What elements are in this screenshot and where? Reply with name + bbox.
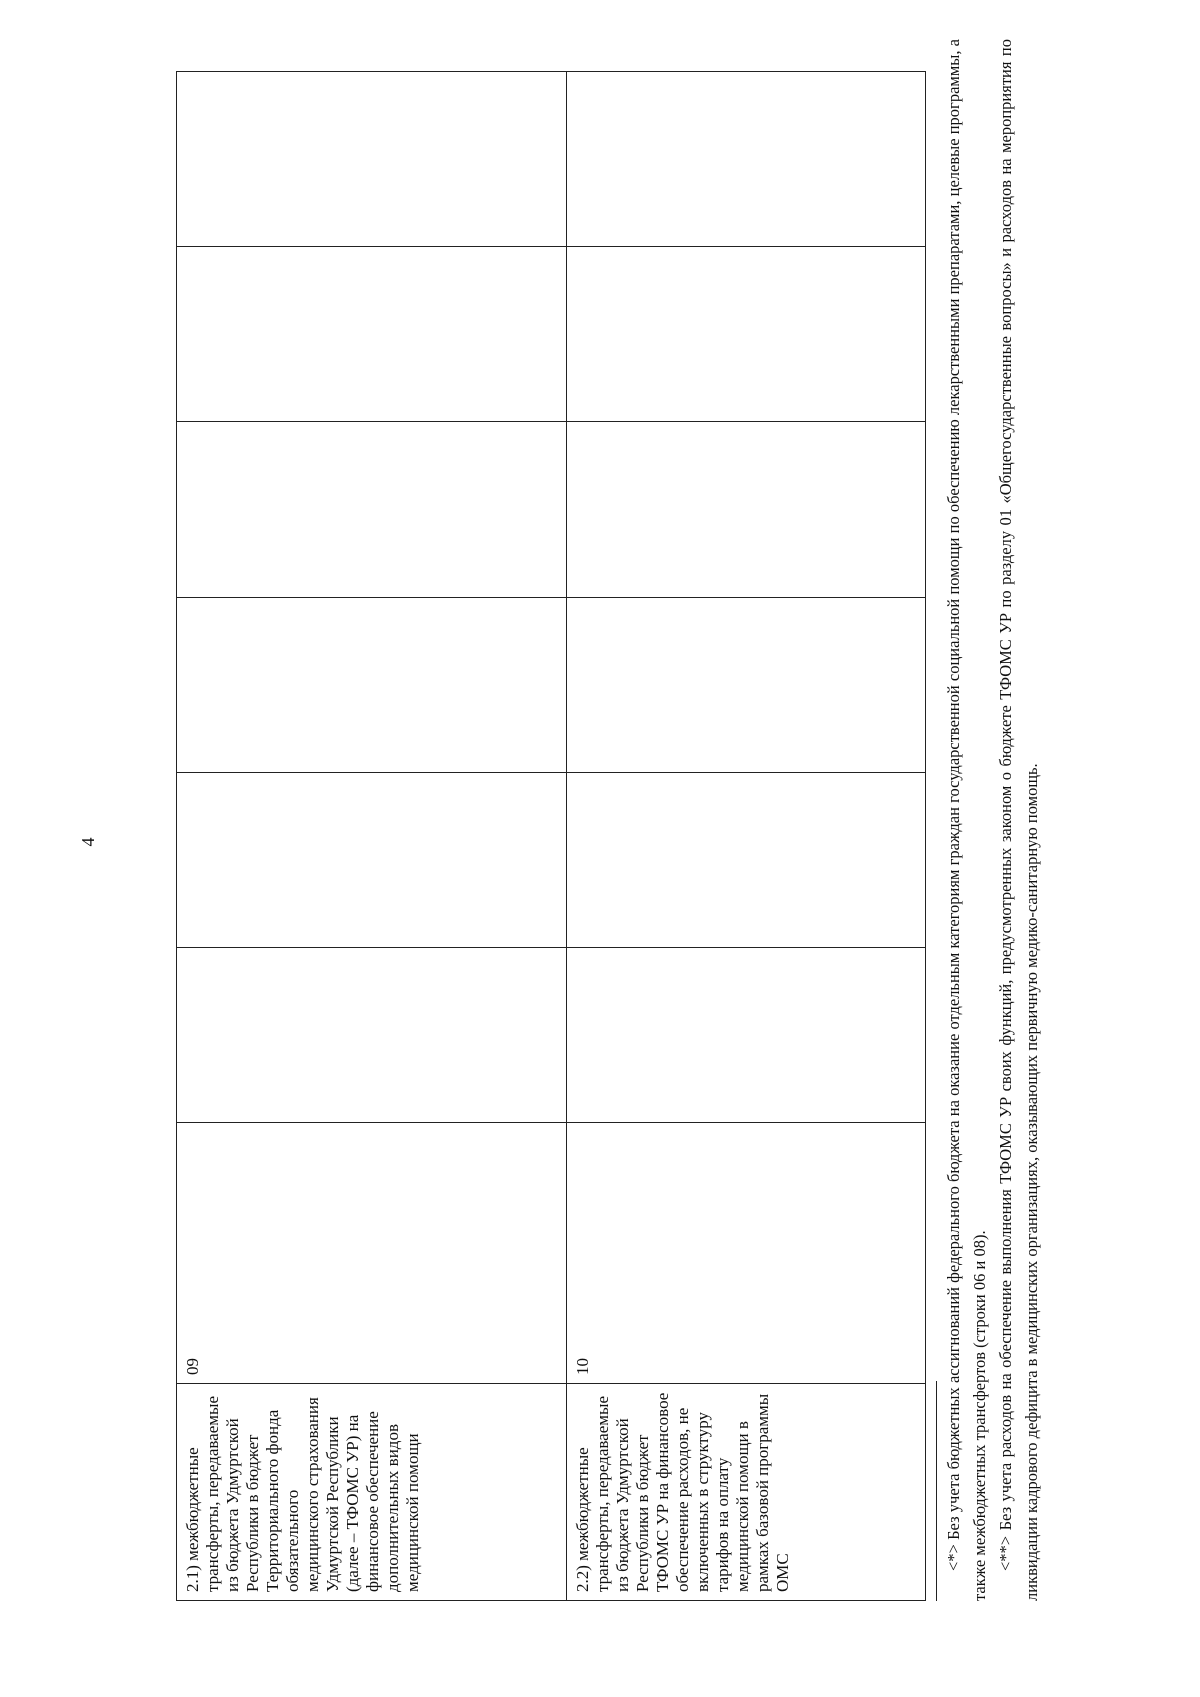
row-label-cell: [177, 1384, 567, 1601]
footnote-text: Без учета бюджетных ассигнований федерального бюджета на оказание отдельным категориям граждан государственной социальной помощи по обеспечению лекарственными препаратами, целевые программы, а также межбюджетных трансфертов (строки 06 и 08).: [944, 39, 989, 1601]
footnote-1: [941, 39, 993, 1601]
row-label: 2.1) межбюджетные трансферты, передаваемые из бюджета Удмуртской Республики в бюджет Территориального фонда обязательного медицинского страхования Удмуртской Республики (далее – ТФОМС УР) на финансовое обеспечение дополнительных видов медицинской помощи: [183, 1396, 422, 1592]
empty-cell: [566, 72, 925, 247]
empty-cell: [566, 247, 925, 422]
row-label-cell: [566, 1384, 925, 1601]
empty-cell: [566, 947, 925, 1122]
row-code: 10: [572, 1358, 592, 1375]
empty-cell: [566, 597, 925, 772]
row-code-cell: [177, 1123, 567, 1384]
data-table: [176, 71, 926, 1601]
empty-cell: [177, 597, 567, 772]
row-label: 2.2) межбюджетные трансферты, передаваемые из бюджета Удмуртской Республики в бюджет ТФОМС УР на финансовое обеспечение расходов, не включенных в структуру тарифов на оплату медицинской помощи в рамках базовой программы ОМС: [572, 1392, 792, 1592]
page-number: 4: [78, 837, 98, 847]
empty-cell: [177, 947, 567, 1122]
footnote-2: [993, 39, 1045, 1601]
empty-cell: [177, 422, 567, 597]
table-row: [566, 72, 925, 1601]
footnote-marker: <*>: [944, 1544, 963, 1571]
empty-cell: [566, 772, 925, 947]
footnote-marker: <**>: [996, 1535, 1015, 1571]
row-code: 09: [183, 1358, 202, 1375]
table-row: [177, 72, 567, 1601]
row-code-cell: [566, 1123, 925, 1384]
empty-cell: [177, 247, 567, 422]
empty-cell: [177, 772, 567, 947]
empty-cell: [566, 422, 925, 597]
empty-cell: [177, 72, 567, 247]
footnote-separator: [936, 1381, 937, 1601]
footnote-text: Без учета расходов на обеспечение выполнения ТФОМС УР своих функций, предусмотренных законом о бюджете ТФОМС УР по разделу 01 «Общегосударственные вопросы» и расходов на мероприятия по ликвидации кадрового дефицита в медицинских организациях, оказывающих первичную медико-санитарную помощь.: [996, 39, 1041, 1601]
footnotes: [936, 39, 1045, 1601]
